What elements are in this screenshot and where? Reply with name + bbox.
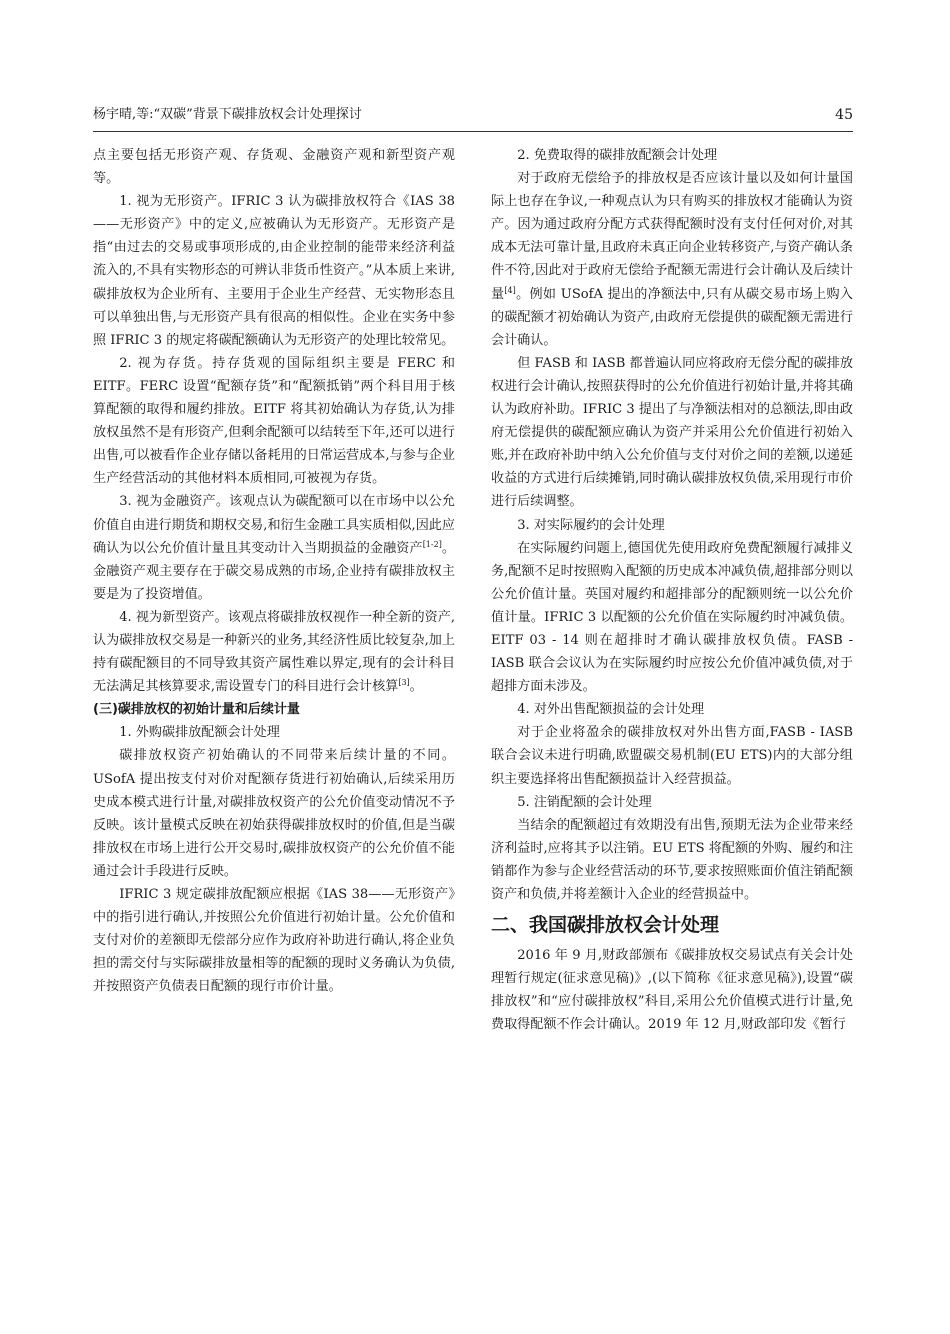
paragraph: 点主要包括无形资产观、存货观、金融资产观和新型资产观等。 xyxy=(93,148,455,187)
paragraph: 1. 视为无形资产。IFRIC 3 认为碳排放权符合《IAS 38——无形资产》中的定义,应被确认为无形资产。无形资产是指“由过去的交易或事项形成的,由企业控制的能带来经济利益流入的,不具有实物形态的可辨认非货币性资产。”从本质上来讲,碳排放权为企业所有、主要用于企业生产经营、无实物形态且可以单独出售,与无形资产具有很高的相似性。企业在实务中参照 IFRIC 3 的规定将碳配额确认为无形资产的处理比较常见。 xyxy=(93,194,455,348)
paragraph-text: 。 xyxy=(409,679,423,695)
chapter-heading: 二、我国碳排放权会计处理 xyxy=(491,914,720,937)
paragraph xyxy=(491,167,853,352)
paragraph-text: 4. 视为新型资产。该观点将碳排放权视作一种全新的资产,认为碳排放权交易是一种新兴的业务,其经济性质比较复杂,加上持有碳配额目的不同导致其资产属性难以界定,现有的会计科目无法满足其核算要求,需设置专门的科目进行会计核算 xyxy=(93,609,455,695)
page-number: 45 xyxy=(835,107,853,123)
subsection-heading: 1. 外购碳排放配额会计处理 xyxy=(119,725,280,741)
paragraph-text: 。例如 USofA 提出的净额法中,只有从碳交易市场上购入的碳配额才初始确认为资产,由政府无偿提供的碳配额无需进行会计确认。 xyxy=(491,286,854,348)
citation-ref: [3] xyxy=(398,678,410,688)
subsection-heading: 5. 注销配额的会计处理 xyxy=(517,794,652,810)
right-column xyxy=(491,144,853,1036)
paragraph: 当结余的配额超过有效期没有出售,预期无法为企业带来经济利益时,应将其予以注销。EU ETS 将配额的外购、履约和注销都作为参与企业经营活动的环节,要求按照账面价值注销配额资产和负债,并将差额计入企业的经营损益中。 xyxy=(491,817,853,902)
paragraph: 对于企业将盈余的碳排放权对外出售方面,FASB - IASB 联合会议未进行明确,欧盟碳交易机制(EU ETS)内的大部分组织主要选择将出售配额损益计入经营损益。 xyxy=(491,725,853,787)
paragraph: 2016 年 9 月,财政部颁布《碳排放权交易试点有关会计处理暂行规定(征求意见稿)》,(以下简称《征求意见稿》),设置“碳排放权”和“应付碳排放权”科目,采用公允价值模式进行计量,免费取得配额不作会计确认。2019 年 12 月,财政部印发《暂行 xyxy=(491,948,853,1033)
paragraph: 但 FASB 和 IASB 都普遍认同应将政府无偿分配的碳排放权进行会计确认,按照获得时的公允价值进行初始计量,并将其确认为政府补助。IFRIC 3 提出了与净额法相对的总额法,即由政府无偿提供的碳配额应确认为资产并采用公允价值进行初始入账,并在政府补助中纳入公允价值与支付对价之间的差额,以递延收益的方式进行后续摊销,同时确认碳排放权负债,采用现行市价进行后续调整。 xyxy=(491,355,853,510)
citation-ref: [1-2] xyxy=(422,539,442,549)
section-heading: (三)碳排放权的初始计量和后续计量 xyxy=(93,702,300,718)
header-divider xyxy=(93,131,853,132)
citation-ref: [4] xyxy=(504,285,516,295)
subsection-heading: 3. 对实际履约的会计处理 xyxy=(517,517,665,533)
subsection-heading: 2. 免费取得的碳排放配额会计处理 xyxy=(517,148,718,163)
running-title: 杨宇晴,等:“双碳”背景下碳排放权会计处理探讨 xyxy=(93,107,362,122)
paragraph xyxy=(93,490,455,605)
running-header xyxy=(93,104,853,126)
paragraph-text: 3. 视为金融资产。该观点认为碳配额可以在市场中以公允价值自由进行期货和期权交易,和衍生金融工具实质相似,因此应确认为以公允价值计量且其变动计入当期损益的金融资产 xyxy=(93,494,455,556)
subsection-heading: 4. 对外出售配额损益的会计处理 xyxy=(517,702,705,718)
paragraph xyxy=(93,606,455,698)
paragraph: 2. 视为存货。持存货观的国际组织主要是 FERC 和 EITF。FERC 设置“配额存货”和“配额抵销”两个科目用于核算配额的取得和履约排放。EITF 将其初始确认为存货,认为排放权虽然不是有形资产,但剩余配额可以结转至下年,还可以进行出售,可以被看作企业存储以备耗用的日常运营成本,与参与企业生产经营活动的其他材料本质相同,可被视为存货。 xyxy=(93,355,455,487)
paragraph: IFRIC 3 规定碳排放配额应根据《IAS 38——无形资产》中的指引进行确认,并按照公允价值进行初始计量。公允价值和支付对价的差额即无偿部分应作为政府补助进行确认,将企业负担的需交付与实际碳排放量相等的配额的现时义务确认为负债,并按照资产负债表日配额的现行市价计量。 xyxy=(93,887,455,995)
paragraph: 在实际履约问题上,德国优先使用政府免费配额履行减排义务,配额不足时按照购入配额的历史成本冲减负债,超排部分则以公允价值计量。英国对履约和超排部分的配额则统一以公允价值计量。IFRIC 3 以配额的公允价值在实际履约时冲减负债。EITF 03 - 14 则在超排时才确认碳排放权负债。FASB - IASB 联合会议认为在实际履约时应按公允价值冲减负债,对于超排方面未涉及。 xyxy=(491,540,853,695)
left-column xyxy=(93,144,455,998)
paragraph-text: 对于政府无偿给予的排放权是否应该计量以及如何计量国际上也存在争议,一种观点认为只有购买的排放权才能确认为资产。因为通过政府分配方式获得配额时没有支付任何对价,对其成本无法可靠计量,且政府未真正向企业转移资产,与资产确认条件不符,因此对于政府无偿给予配额无需进行会计确认及后续计量 xyxy=(491,171,853,302)
paragraph-text: 。金融资产观主要存在于碳交易成熟的市场,企业持有碳排放权主要是为了投资增值。 xyxy=(93,540,455,602)
paragraph: 碳排放权资产初始确认的不同带来后续计量的不同。USofA 提出按支付对价对配额存货进行初始确认,后续采用历史成本模式进行计量,对碳排放权资产的公允价值变动情况不予反映。该计量模式反映在初始获得碳排放权时的价值,但是当碳排放权在市场上进行公开交易时,碳排放权资产的公允价值不能通过会计手段进行反映。 xyxy=(93,748,455,879)
